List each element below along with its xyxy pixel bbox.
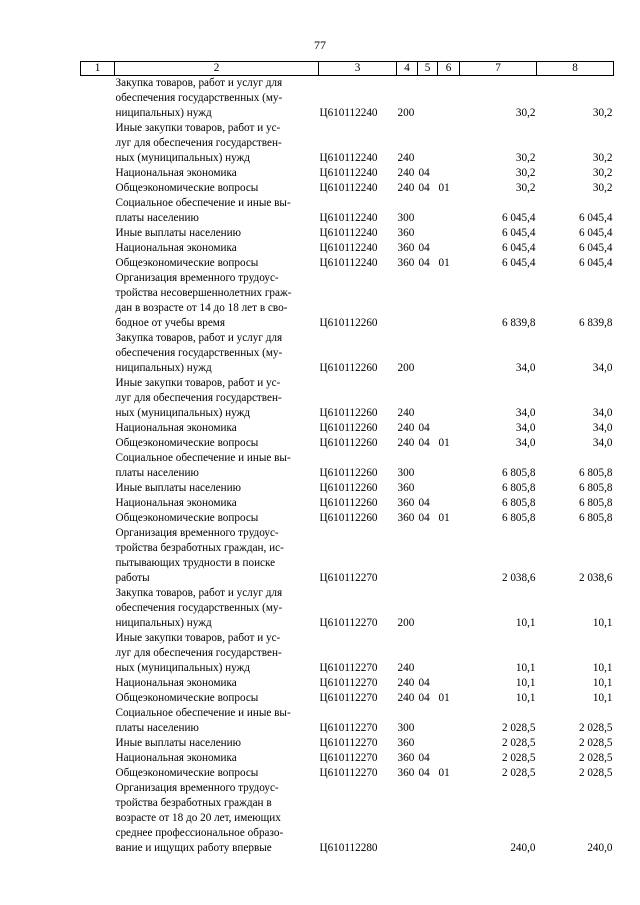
num-cell <box>81 331 115 376</box>
item-name: Общеэкономические вопросы <box>115 512 259 524</box>
table-row <box>81 121 614 166</box>
subsection-code <box>438 76 460 122</box>
item-name: Иные закупки товаров, работ и ус- луг для обеспечения государствен- ных (муниципальных) нужд <box>115 377 282 419</box>
header-col-5: 5 <box>418 62 438 76</box>
amount-col-8: 30,2 <box>592 167 613 179</box>
amount-col-7: 10,1 <box>515 617 536 629</box>
page-number: 77 <box>314 38 326 52</box>
table-row <box>81 451 614 481</box>
section-code: 04 <box>418 422 430 434</box>
subsection-code <box>438 676 460 691</box>
header-col-7: 7 <box>460 62 537 76</box>
expense-type <box>397 271 418 331</box>
target-code: Ц610112270 <box>319 722 378 734</box>
expense-type: 200 <box>397 362 415 374</box>
header-col-3: 3 <box>319 62 397 76</box>
subsection-code <box>438 226 460 241</box>
expense-type: 360 <box>397 767 415 779</box>
section-code <box>418 736 438 751</box>
amount-col-7: 240,0 <box>510 842 536 854</box>
item-name: Закупка товаров, работ и услуг для обеспечения государственных (му- ниципальных) нужд <box>115 332 283 374</box>
item-name: Общеэкономические вопросы <box>115 182 259 194</box>
table-row <box>81 421 614 436</box>
target-code: Ц610112270 <box>319 737 378 749</box>
subsection-code <box>438 586 460 631</box>
amount-col-7: 6 045,4 <box>501 227 536 239</box>
num-cell <box>81 631 115 676</box>
header-col-1: 1 <box>81 62 115 76</box>
amount-col-7: 34,0 <box>515 362 536 374</box>
expense-type: 240 <box>397 407 415 419</box>
table-row <box>81 676 614 691</box>
amount-col-8: 240,0 <box>587 842 613 854</box>
section-code: 04 <box>418 752 430 764</box>
header-col-8: 8 <box>537 62 614 76</box>
num-cell <box>81 166 115 181</box>
table-row <box>81 376 614 421</box>
subsection-code <box>438 241 460 256</box>
subsection-code <box>438 331 460 376</box>
target-code: Ц610112240 <box>319 107 378 119</box>
amount-col-7: 6 805,8 <box>501 512 536 524</box>
num-cell <box>81 436 115 451</box>
target-code: Ц610112240 <box>319 182 378 194</box>
amount-col-7: 2 028,5 <box>501 752 536 764</box>
amount-col-8: 2 028,5 <box>578 722 613 734</box>
section-code: 04 <box>418 692 430 704</box>
target-code: Ц610112260 <box>319 482 378 494</box>
amount-col-8: 6 839,8 <box>578 317 613 329</box>
amount-col-7: 6 045,4 <box>501 242 536 254</box>
section-code <box>418 271 438 331</box>
amount-col-8: 10,1 <box>592 617 613 629</box>
expense-type: 200 <box>397 617 415 629</box>
num-cell <box>81 586 115 631</box>
num-cell <box>81 256 115 271</box>
section-code: 04 <box>418 182 430 194</box>
table-row <box>81 631 614 676</box>
expense-type: 240 <box>397 662 415 674</box>
num-cell <box>81 181 115 196</box>
expense-type: 240 <box>397 437 415 449</box>
subsection-code: 01 <box>438 512 450 524</box>
num-cell <box>81 76 115 122</box>
subsection-code <box>438 781 460 856</box>
num-cell <box>81 121 115 166</box>
expense-type: 360 <box>397 737 415 749</box>
target-code: Ц610112240 <box>319 212 378 224</box>
num-cell <box>81 511 115 526</box>
target-code: Ц610112270 <box>319 752 378 764</box>
table-row <box>81 241 614 256</box>
amount-col-8: 30,2 <box>592 152 613 164</box>
item-name: Общеэкономические вопросы <box>115 437 259 449</box>
amount-col-8: 6 045,4 <box>578 227 613 239</box>
item-name: Иные выплаты населению <box>115 227 241 239</box>
target-code: Ц610112270 <box>319 692 378 704</box>
item-name: Закупка товаров, работ и услуг для обеспечения государственных (му- ниципальных) нужд <box>115 77 283 119</box>
section-code <box>418 331 438 376</box>
subsection-code <box>438 421 460 436</box>
num-cell <box>81 496 115 511</box>
target-code: Ц610112260 <box>319 467 378 479</box>
section-code <box>418 226 438 241</box>
subsection-code <box>438 376 460 421</box>
item-name: Национальная экономика <box>115 167 237 179</box>
expense-type: 240 <box>397 692 415 704</box>
item-name: Общеэкономические вопросы <box>115 692 259 704</box>
expense-type: 240 <box>397 167 415 179</box>
amount-col-8: 34,0 <box>592 362 613 374</box>
num-cell <box>81 766 115 781</box>
section-code: 04 <box>418 677 430 689</box>
section-code: 04 <box>418 767 430 779</box>
expense-type: 360 <box>397 242 415 254</box>
section-code: 04 <box>418 497 430 509</box>
amount-col-7: 30,2 <box>515 167 536 179</box>
num-cell <box>81 781 115 856</box>
amount-col-7: 34,0 <box>515 422 536 434</box>
item-name: Общеэкономические вопросы <box>115 767 259 779</box>
target-code: Ц610112280 <box>319 842 378 854</box>
target-code: Ц610112270 <box>319 617 378 629</box>
table-row <box>81 226 614 241</box>
amount-col-7: 30,2 <box>515 152 536 164</box>
item-name: Иные выплаты населению <box>115 737 241 749</box>
table-row <box>81 256 614 271</box>
section-code: 04 <box>418 257 430 269</box>
subsection-code: 01 <box>438 182 450 194</box>
item-name: Социальное обеспечение и иные вы- платы населению <box>115 197 291 224</box>
section-code: 04 <box>418 512 430 524</box>
num-cell <box>81 451 115 481</box>
amount-col-8: 34,0 <box>592 437 613 449</box>
amount-col-8: 2 028,5 <box>578 737 613 749</box>
section-code <box>418 376 438 421</box>
expense-type: 200 <box>397 107 415 119</box>
expense-type: 240 <box>397 152 415 164</box>
budget-table <box>80 61 614 856</box>
num-cell <box>81 526 115 586</box>
item-name: Организация временного трудоус- тройства несовершеннолетних граж- дан в возрасте от 14 до 18 лет в сво- бодное от учебы время <box>115 272 292 329</box>
target-code: Ц610112260 <box>319 362 378 374</box>
subsection-code: 01 <box>438 257 450 269</box>
section-code: 04 <box>418 167 430 179</box>
amount-col-8: 2 028,5 <box>578 752 613 764</box>
amount-col-7: 6 045,4 <box>501 257 536 269</box>
table-row <box>81 736 614 751</box>
amount-col-7: 2 028,5 <box>501 737 536 749</box>
amount-col-8: 10,1 <box>592 677 613 689</box>
amount-col-7: 30,2 <box>515 182 536 194</box>
amount-col-7: 6 805,8 <box>501 482 536 494</box>
target-code: Ц610112260 <box>319 422 378 434</box>
num-cell <box>81 196 115 226</box>
num-cell <box>81 481 115 496</box>
expense-type: 360 <box>397 512 415 524</box>
amount-col-7: 10,1 <box>515 677 536 689</box>
expense-type: 240 <box>397 677 415 689</box>
amount-col-7: 2 028,5 <box>501 722 536 734</box>
num-cell <box>81 241 115 256</box>
num-cell <box>81 271 115 331</box>
target-code: Ц610112240 <box>319 152 378 164</box>
table-row <box>81 271 614 331</box>
table-row <box>81 751 614 766</box>
num-cell <box>81 751 115 766</box>
amount-col-8: 2 038,6 <box>578 572 613 584</box>
amount-col-8: 6 805,8 <box>578 497 613 509</box>
amount-col-8: 6 805,8 <box>578 512 613 524</box>
amount-col-8: 30,2 <box>592 182 613 194</box>
target-code: Ц610112270 <box>319 767 378 779</box>
section-code <box>418 706 438 736</box>
expense-type: 360 <box>397 227 415 239</box>
section-code <box>418 76 438 122</box>
section-code <box>418 196 438 226</box>
table-row <box>81 511 614 526</box>
amount-col-8: 10,1 <box>592 662 613 674</box>
table-row <box>81 76 614 122</box>
amount-col-7: 2 028,5 <box>501 767 536 779</box>
amount-col-8: 34,0 <box>592 407 613 419</box>
expense-type: 360 <box>397 497 415 509</box>
expense-type: 360 <box>397 482 415 494</box>
subsection-code <box>438 496 460 511</box>
item-name: Организация временного трудоус- тройства безработных граждан в возрасте от 18 до 20 лет, имеющих среднее профессиональное образо- вание и ищущих работу впервые <box>115 782 284 854</box>
target-code: Ц610112270 <box>319 662 378 674</box>
amount-col-8: 6 045,4 <box>578 242 613 254</box>
amount-col-8: 6 805,8 <box>578 467 613 479</box>
amount-col-7: 6 805,8 <box>501 467 536 479</box>
item-name: Иные закупки товаров, работ и ус- луг для обеспечения государствен- ных (муниципальных) нужд <box>115 122 282 164</box>
item-name: Иные закупки товаров, работ и ус- луг для обеспечения государствен- ных (муниципальных) нужд <box>115 632 282 674</box>
amount-col-7: 6 839,8 <box>501 317 536 329</box>
section-code <box>418 781 438 856</box>
num-cell <box>81 691 115 706</box>
subsection-code <box>438 526 460 586</box>
subsection-code: 01 <box>438 437 450 449</box>
section-code: 04 <box>418 437 430 449</box>
target-code: Ц610112270 <box>319 677 378 689</box>
table-row <box>81 691 614 706</box>
section-code <box>418 481 438 496</box>
expense-type: 240 <box>397 422 415 434</box>
table-row <box>81 196 614 226</box>
item-name: Общеэкономические вопросы <box>115 257 259 269</box>
target-code: Ц610112260 <box>319 407 378 419</box>
item-name: Национальная экономика <box>115 242 237 254</box>
amount-col-8: 30,2 <box>592 107 613 119</box>
num-cell <box>81 376 115 421</box>
amount-col-8: 10,1 <box>592 692 613 704</box>
target-code: Ц610112240 <box>319 242 378 254</box>
num-cell <box>81 736 115 751</box>
amount-col-8: 34,0 <box>592 422 613 434</box>
table-row <box>81 331 614 376</box>
table-row <box>81 706 614 736</box>
subsection-code <box>438 706 460 736</box>
item-name: Национальная экономика <box>115 422 237 434</box>
table-row <box>81 166 614 181</box>
amount-col-8: 6 045,4 <box>578 212 613 224</box>
subsection-code <box>438 166 460 181</box>
amount-col-8: 6 045,4 <box>578 257 613 269</box>
table-row <box>81 526 614 586</box>
amount-col-7: 2 038,6 <box>501 572 536 584</box>
item-name: Иные выплаты населению <box>115 482 241 494</box>
subsection-code <box>438 751 460 766</box>
section-code <box>418 121 438 166</box>
amount-col-7: 10,1 <box>515 662 536 674</box>
table-body <box>81 76 614 857</box>
table-row <box>81 481 614 496</box>
amount-col-7: 6 805,8 <box>501 497 536 509</box>
amount-col-8: 6 805,8 <box>578 482 613 494</box>
section-code <box>418 526 438 586</box>
expense-type: 300 <box>397 212 415 224</box>
num-cell <box>81 421 115 436</box>
expense-type: 360 <box>397 752 415 764</box>
section-code <box>418 451 438 481</box>
target-code: Ц610112240 <box>319 167 378 179</box>
expense-type <box>397 781 418 856</box>
amount-col-7: 6 045,4 <box>501 212 536 224</box>
expense-type: 360 <box>397 257 415 269</box>
num-cell <box>81 226 115 241</box>
amount-col-7: 34,0 <box>515 437 536 449</box>
header-col-6: 6 <box>438 62 460 76</box>
target-code: Ц610112260 <box>319 497 378 509</box>
item-name: Социальное обеспечение и иные вы- платы населению <box>115 707 291 734</box>
table-header-row <box>81 62 614 76</box>
subsection-code <box>438 481 460 496</box>
section-code <box>418 586 438 631</box>
expense-type: 300 <box>397 467 415 479</box>
expense-type: 240 <box>397 182 415 194</box>
target-code: Ц610112240 <box>319 257 378 269</box>
subsection-code <box>438 121 460 166</box>
section-code: 04 <box>418 242 430 254</box>
subsection-code <box>438 631 460 676</box>
subsection-code: 01 <box>438 692 450 704</box>
target-code: Ц610112270 <box>319 572 378 584</box>
num-cell <box>81 676 115 691</box>
expense-type <box>397 526 418 586</box>
item-name: Закупка товаров, работ и услуг для обеспечения государственных (му- ниципальных) нужд <box>115 587 283 629</box>
subsection-code <box>438 451 460 481</box>
subsection-code <box>438 196 460 226</box>
item-name: Организация временного трудоус- тройства безработных граждан, ис- пытывающих трудности в поиске работы <box>115 527 284 584</box>
table-row <box>81 496 614 511</box>
subsection-code <box>438 736 460 751</box>
table-row <box>81 436 614 451</box>
subsection-code <box>438 271 460 331</box>
header-col-2: 2 <box>115 62 319 76</box>
subsection-code: 01 <box>438 767 450 779</box>
item-name: Национальная экономика <box>115 497 237 509</box>
target-code: Ц610112240 <box>319 227 378 239</box>
amount-col-7: 34,0 <box>515 407 536 419</box>
header-col-4: 4 <box>397 62 418 76</box>
table-row <box>81 586 614 631</box>
item-name: Национальная экономика <box>115 752 237 764</box>
target-code: Ц610112260 <box>319 437 378 449</box>
amount-col-7: 10,1 <box>515 692 536 704</box>
table-row <box>81 781 614 856</box>
table-row <box>81 181 614 196</box>
amount-col-7: 30,2 <box>515 107 536 119</box>
expense-type: 300 <box>397 722 415 734</box>
table-row <box>81 766 614 781</box>
section-code <box>418 631 438 676</box>
amount-col-8: 2 028,5 <box>578 767 613 779</box>
target-code: Ц610112260 <box>319 512 378 524</box>
item-name: Социальное обеспечение и иные вы- платы населению <box>115 452 291 479</box>
target-code: Ц610112260 <box>319 317 378 329</box>
item-name: Национальная экономика <box>115 677 237 689</box>
num-cell <box>81 706 115 736</box>
